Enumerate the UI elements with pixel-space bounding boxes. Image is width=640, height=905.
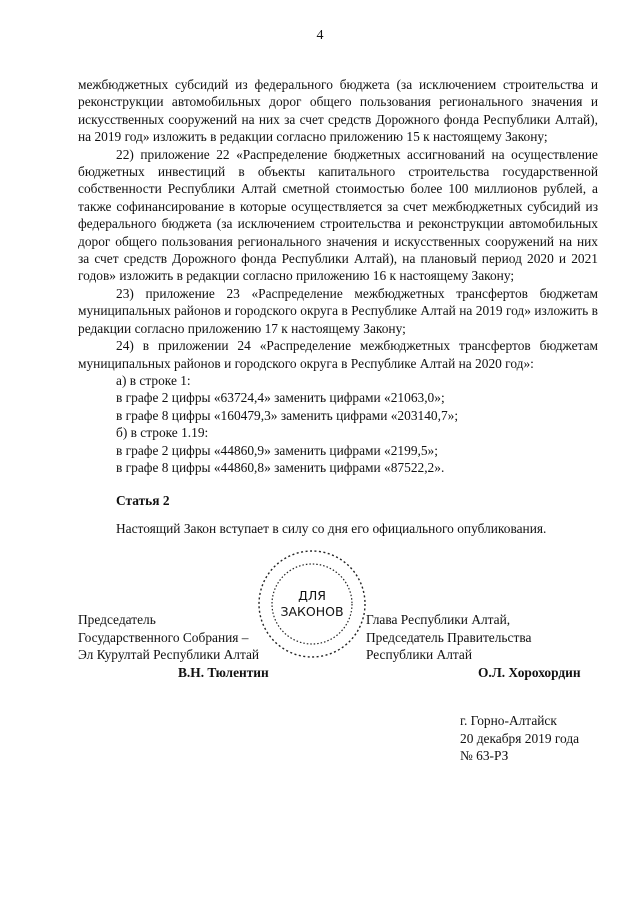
right-title-line: Глава Республики Алтай,: [366, 612, 511, 627]
left-title-line: Председатель: [78, 612, 156, 627]
subitem-a-row1: а) в строке 1:: [116, 372, 191, 388]
left-title-line: Государственного Собрания –: [78, 629, 249, 645]
stamp-line-2: ЗАКОНОВ: [280, 604, 344, 619]
subitem-column2-row1: в графе 2 цифры «63724,4» заменить цифрами «21063,0»;: [116, 390, 445, 406]
subitem-b-row119: б) в строке 1.19:: [116, 425, 209, 441]
right-signatory-name: О.Л. Хорохордин: [478, 665, 581, 680]
official-stamp: [256, 548, 368, 660]
left-signatory-name: В.Н. Тюлентин: [178, 665, 269, 680]
paragraph-23: 23) приложение 23 «Распределение межбюджетных трансфертов бюджетам муниципальных районов и городского округа в Республике Алтай на 2019 год» изложить в редакции согласно приложению 17 к настоящему Закону;: [78, 285, 598, 336]
left-title-line: Эл Курултай Республики Алтай: [78, 647, 260, 662]
paragraph-22: 22) приложение 22 «Распределение бюджетных ассигнований на осуществление бюджетных инвестиций в объекты капитального строительства государственной собственности Республики Алтай сметной стоимостью более 100 миллионов рублей, а также софинансирование в которые осуществляется за счет межбюджетных субсидий из федерального бюджета (за исключением строительства и реконструкции автомобильных дорог общего пользования регионального значения и искусственных сооружений на них за счет средств Дорожного фонда Республики Алтай), на плановый период 2020 и 2021 годов» изложить в редакции согласно приложению 16 к настоящему Закону;: [78, 146, 598, 284]
law-number: № 63-РЗ: [460, 748, 509, 763]
date: 20 декабря 2019 года: [460, 730, 580, 746]
paragraph-continuation: межбюджетных субсидий из федерального бюджета (за исключением строительства и реконструкции автомобильных дорог общего пользования регионального значения и искусственных сооружений на них за счет средств Дорожного фонда Республики Алтай), на 2019 год» изложить в редакции согласно приложению 15 к настоящему Закону;: [78, 77, 598, 145]
right-title-line: Председатель Правительства: [366, 629, 532, 645]
city: г. Горно-Алтайск: [460, 713, 557, 728]
subitem-column8-row1: в графе 8 цифры «160479,3» заменить цифрами «203140,7»;: [116, 407, 459, 423]
subitem-column8-row119: в графе 8 цифры «44860,8» заменить цифрами «87522,2».: [116, 459, 445, 475]
subitem-column2-row119: в графе 2 цифры «44860,9» заменить цифрами «2199,5»;: [116, 442, 438, 458]
article-2-heading: Статья 2: [116, 493, 170, 509]
paragraph-24: 24) в приложении 24 «Распределение межбюджетных трансфертов бюджетам муниципальных районов и городского округа в Республике Алтай на 2020 год»:: [78, 338, 598, 371]
article-2-text: Настоящий Закон вступает в силу со дня его официального опубликования.: [116, 520, 547, 536]
left-signature-block: [78, 611, 259, 664]
page-number: 4: [316, 28, 324, 43]
stamp-line-1: ДЛЯ: [298, 588, 326, 603]
place-date-block: [460, 712, 579, 765]
law-body: [78, 76, 598, 537]
right-title-line: Республики Алтай: [366, 647, 473, 662]
right-signature-block: [366, 611, 531, 664]
